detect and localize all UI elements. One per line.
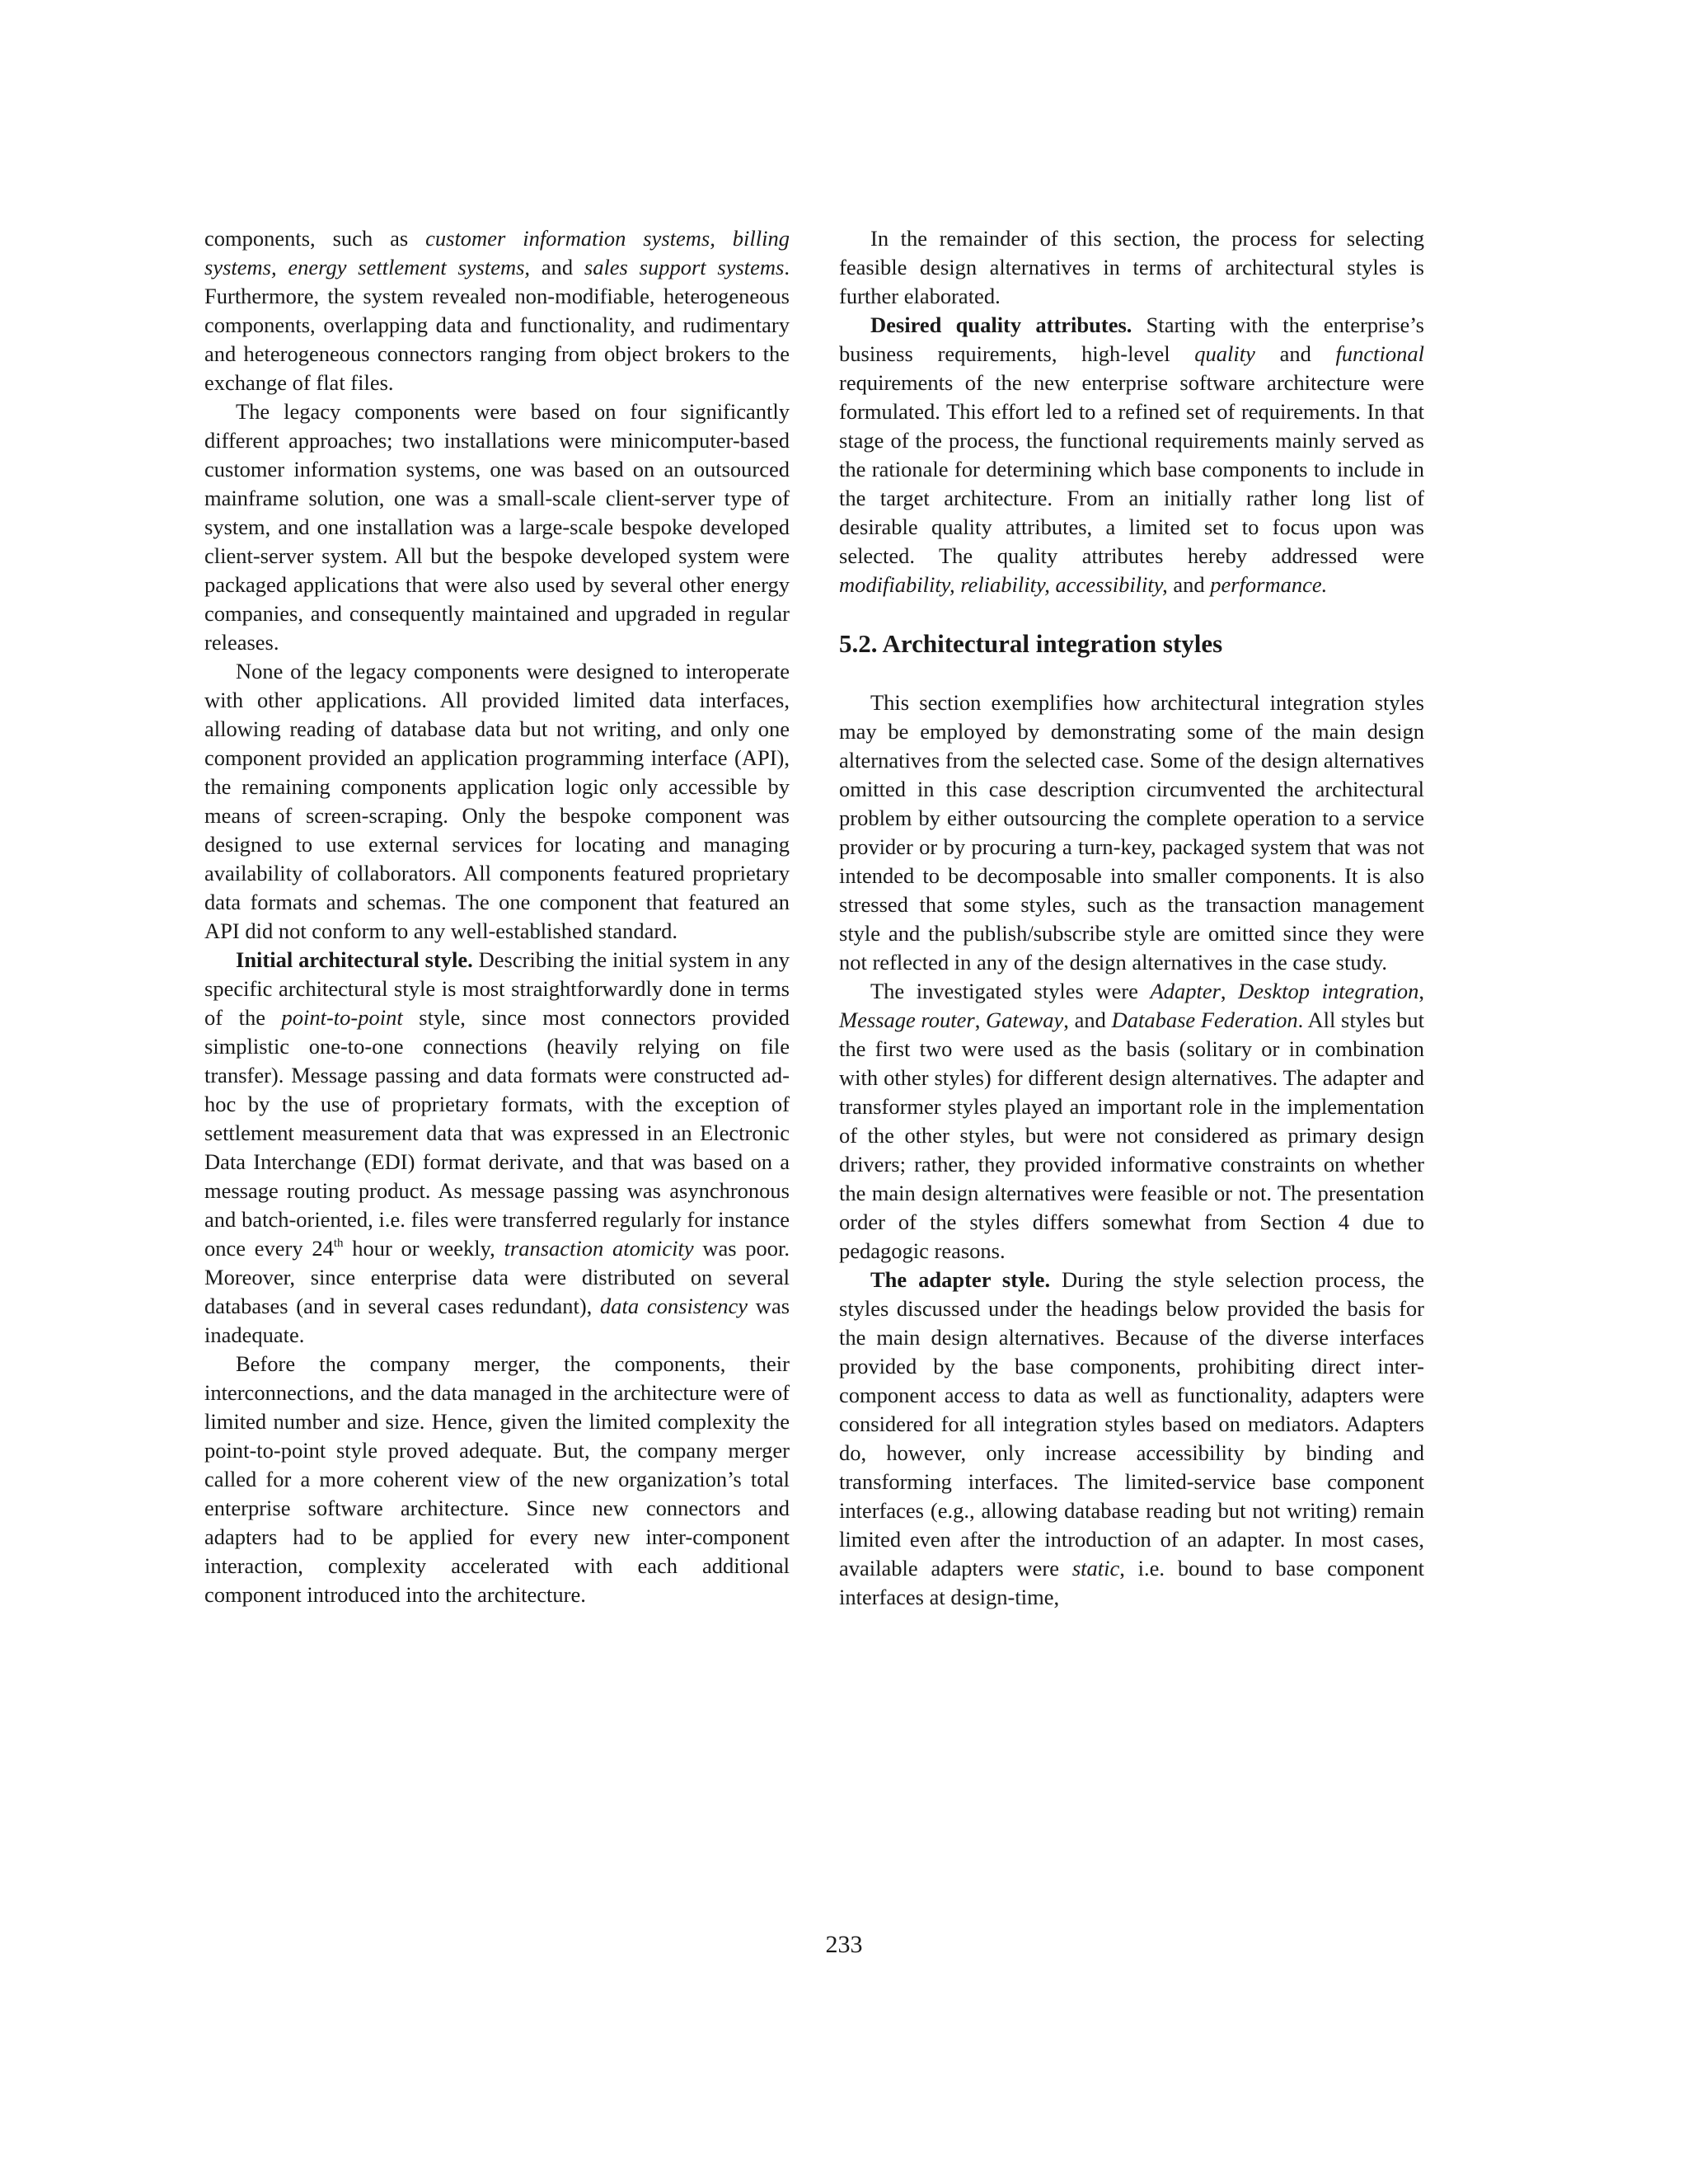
text-run: requirements of the new enterprise software architecture were formulated. This effort led to a refined set of requirements. In that stage of the process, the functional requirements mainly served as the rationale for determining which base components to include in the target architecture. From an initially rather long list of desirable quality attributes, a limited set to focus upon was selected. The quality attributes hereby addressed were bbox=[839, 370, 1424, 568]
emphasis: Message router bbox=[839, 1007, 975, 1032]
emphasis: functional bbox=[1335, 341, 1424, 366]
text-run: Describing the initial system in any specific architectural style is most straightforwardly done in terms of the bbox=[204, 947, 790, 1030]
text-run: Starting with the enterprise’s business requirements, high-level bbox=[839, 312, 1424, 366]
text-run: th bbox=[333, 1237, 344, 1250]
text-run: Before the company merger, the components, their interconnections, and the data managed in the architecture were of limited number and size. Hence, given the limited complexity the point-to-point style proved adequate. But, the company merger called for a more coherent view of the new organization’s total enterprise software architecture. Since new connectors and adapters had to be applied for every new inter-component interaction, complexity accelerated with each additional component introduced into the architecture. bbox=[204, 1351, 790, 1607]
right-column bbox=[839, 224, 1424, 1612]
text-run: was poor. Moreover, since enterprise data were distributed on several databases (and in several cases redundant), bbox=[204, 1236, 790, 1318]
paragraph-lead: The adapter style. bbox=[870, 1267, 1051, 1292]
text-run: This section exemplifies how architectural integration styles may be employed by demonstrating some of the main design alternatives from the selected case. Some of the design alternatives omitted in this case description circumvented the architectural problem by either outsourcing the complete operation to a service provider or by procuring a turn-key, packaged system that was not intended to be decomposable into smaller components. It is also stressed that some styles, such as the transaction management style and the publish/subscribe style are omitted since they were not reflected in any of the design alternatives in the case study. bbox=[839, 690, 1424, 975]
paragraph bbox=[204, 657, 790, 946]
emphasis: Database Federation bbox=[1111, 1007, 1298, 1032]
paragraph bbox=[839, 1266, 1424, 1612]
emphasis: customer information systems, billing systems, energy settlement systems, bbox=[204, 226, 790, 279]
text-run: . Furthermore, the system revealed non-modifiable, heterogeneous components, overlapping data and functionality, and rudimentary and heterogeneous connectors ranging from object brokers to the exchange of flat files. bbox=[204, 255, 790, 395]
text-run: , bbox=[1418, 979, 1424, 1003]
paragraph bbox=[839, 224, 1424, 311]
emphasis: transaction atomicity bbox=[504, 1236, 694, 1261]
left-column bbox=[204, 224, 790, 1609]
text-run: . All styles but the first two were used as the basis (solitary or in combination with other styles) for different design alternatives. The adapter and transformer styles played an important role in the implementation of the other styles, but were not considered as primary design drivers; rather, they provided informative constraints on whether the main design alternatives were feasible or not. The presentation order of the styles differs somewhat from Section 4 due to pedagogic reasons. bbox=[839, 1007, 1424, 1263]
emphasis: Gateway bbox=[986, 1007, 1064, 1032]
paragraph bbox=[839, 311, 1424, 599]
paragraph bbox=[204, 224, 790, 397]
paragraph bbox=[204, 946, 790, 1350]
paragraph bbox=[839, 688, 1424, 977]
text-run: and bbox=[1167, 572, 1211, 597]
text-run: , bbox=[1220, 979, 1239, 1003]
text-run: None of the legacy components were designed to interoperate with other applications. All provided limited data interfaces, allowing reading of database data but not writing, and only one component provided an application programming interface (API), the remaining components application logic only accessible by means of screen-scraping. Only the bespoke component was designed to use external services for locating and managing availability of collaborators. All components featured proprietary data formats and schemas. The one component that featured an API did not conform to any well-established standard. bbox=[204, 659, 790, 943]
page-number: 233 bbox=[825, 1931, 863, 1958]
text-run: The legacy components were based on four significantly different approaches; two installations were minicomputer-based customer information systems, one was based on an outsourced mainframe solution, one was a small-scale client-server type of system, and one installation was a large-scale bespoke developed client-server system. All but the bespoke developed system were packaged applications that were also used by several other energy companies, and consequently maintained and upgraded in regular releases. bbox=[204, 399, 790, 655]
text-run: and bbox=[1254, 341, 1336, 366]
section-heading: 5.2. Architectural integration styles bbox=[839, 629, 1223, 658]
emphasis: Desktop integration bbox=[1238, 979, 1419, 1003]
emphasis: static bbox=[1071, 1556, 1120, 1580]
text-run: style, since most connectors provided simplistic one-to-one connections (heavily relying on file transfer). Message passing and data formats were constructed ad-hoc by the use of proprietary formats, with the exception of settlement measurement data that was expressed in an Electronic Data Interchange (EDI) format derivate, and that was based on a message routing product. As message passing was asynchronous and batch-oriented, i.e. files were transferred regularly for instance once every 24 bbox=[204, 1005, 790, 1261]
text-run: was inadequate. bbox=[204, 1294, 790, 1347]
text-run: components, such as bbox=[204, 226, 426, 251]
text-run: The investigated styles were bbox=[870, 979, 1151, 1003]
paragraph-lead: Initial architectural style. bbox=[236, 947, 473, 972]
emphasis: Adapter bbox=[1150, 979, 1221, 1003]
text-run: During the style selection process, the styles discussed under the headings below provided the basis for the main design alternatives. Because of the diverse interfaces provided by the base components, prohibiting direct inter-component access to data as well as functionality, adapters were considered for all integration styles based on mediators. Adapters do, however, only increase accessibility by binding and transforming interfaces. The limited-service base component interfaces (e.g., allowing database reading but not writing) remain limited even after the introduction of an adapter. In most cases, available adapters were bbox=[839, 1267, 1424, 1580]
paragraph bbox=[204, 1350, 790, 1609]
emphasis: quality bbox=[1194, 341, 1255, 366]
text-run: , and bbox=[1063, 1007, 1112, 1032]
emphasis: point-to-point bbox=[281, 1005, 403, 1030]
paragraph-lead: Desired quality attributes. bbox=[870, 312, 1132, 337]
text-run: , i.e. bound to base component interfaces at design-time, bbox=[839, 1556, 1424, 1609]
emphasis: modifiability, reliability, accessibility, bbox=[839, 572, 1168, 597]
text-run: In the remainder of this section, the process for selecting feasible design alternatives in terms of architectural styles is further elaborated. bbox=[839, 226, 1424, 308]
text-run: and bbox=[530, 255, 584, 279]
right-column-bottom bbox=[839, 688, 1424, 1612]
emphasis: performance. bbox=[1210, 572, 1328, 597]
text-run: , bbox=[974, 1007, 987, 1032]
paragraph bbox=[839, 977, 1424, 1266]
emphasis: data consistency bbox=[600, 1294, 748, 1318]
paragraph bbox=[204, 397, 790, 657]
text-run: hour or weekly, bbox=[343, 1236, 504, 1261]
emphasis: sales support systems bbox=[584, 255, 785, 279]
right-column-top bbox=[839, 224, 1424, 599]
